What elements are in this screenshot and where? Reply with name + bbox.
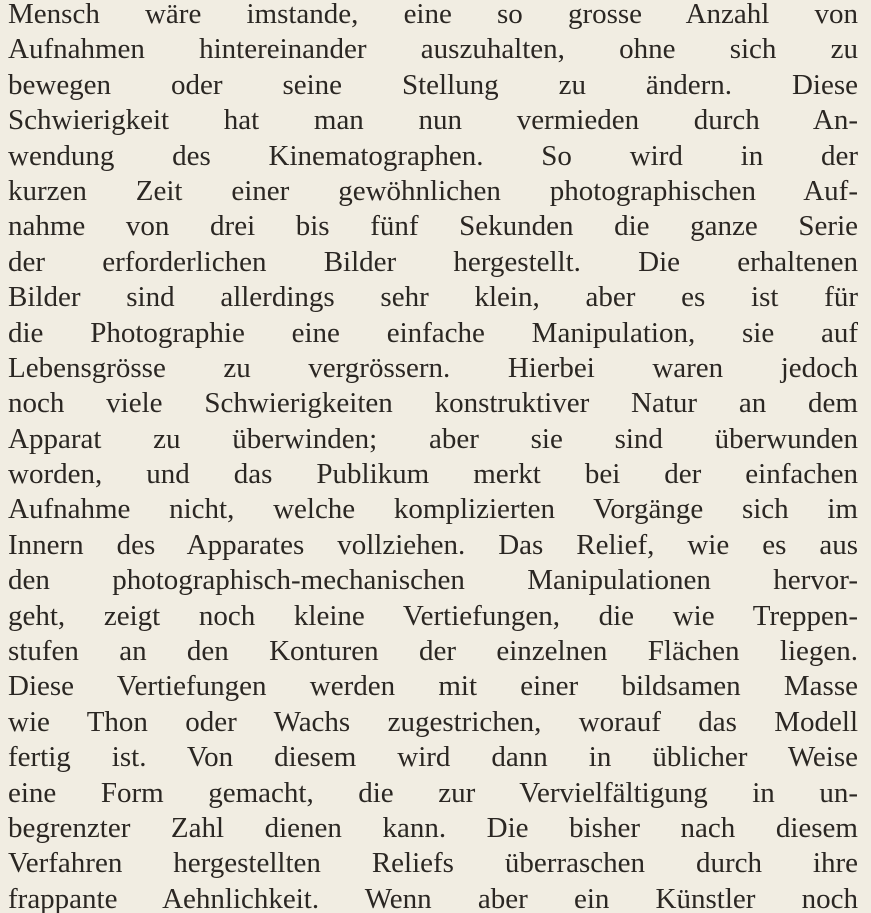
- text-line: fertig ist. Von diesem wird dann in üblicher Weise: [8, 741, 858, 774]
- text-line: Diese Vertiefungen werden mit einer bildsamen Masse: [8, 670, 858, 703]
- body-text: [8, 0, 858, 913]
- text-line: noch viele Schwierigkeiten konstruktiver Natur an dem: [8, 387, 858, 420]
- text-line: stufen an den Konturen der einzelnen Flächen liegen.: [8, 635, 858, 668]
- text-line: Bilder sind allerdings sehr klein, aber es ist für: [8, 281, 858, 314]
- text-line: Innern des Apparates vollziehen. Das Relief, wie es aus: [8, 528, 858, 561]
- text-line: Apparat zu überwinden; aber sie sind überwunden: [8, 422, 858, 455]
- text-line: die Photographie eine einfache Manipulation, sie auf: [8, 316, 858, 349]
- text-line: eine Form gemacht, die zur Vervielfältigung in un-: [8, 776, 858, 809]
- text-line: bewegen oder seine Stellung zu ändern. Diese: [8, 68, 858, 101]
- text-line: begrenzter Zahl dienen kann. Die bisher nach diesem: [8, 811, 858, 844]
- text-line: Mensch wäre imstande, eine so grosse Anzahl von: [8, 0, 858, 30]
- text-line: geht, zeigt noch kleine Vertiefungen, die wie Treppen-: [8, 599, 858, 632]
- text-line: wendung des Kinematographen. So wird in der: [8, 139, 858, 172]
- text-line: wie Thon oder Wachs zugestrichen, worauf das Modell: [8, 705, 858, 738]
- text-line: Aufnahmen hintereinander auszuhalten, ohne sich zu: [8, 33, 858, 66]
- text-line: den photographisch-mechanischen Manipulationen hervor-: [8, 564, 858, 597]
- text-line: frappante Aehnlichkeit. Wenn aber ein Künstler noch: [8, 882, 858, 913]
- text-line: kurzen Zeit einer gewöhnlichen photographischen Auf-: [8, 174, 858, 207]
- text-line: Verfahren hergestellten Reliefs überraschen durch ihre: [8, 847, 858, 880]
- text-line: nahme von drei bis fünf Sekunden die ganze Serie: [8, 210, 858, 243]
- text-line: Schwierigkeit hat man nun vermieden durch An-: [8, 104, 858, 137]
- text-line: der erforderlichen Bilder hergestellt. Die erhaltenen: [8, 245, 858, 278]
- text-line: Aufnahme nicht, welche komplizierten Vorgänge sich im: [8, 493, 858, 526]
- text-line: Lebensgrösse zu vergrössern. Hierbei waren jedoch: [8, 351, 858, 384]
- text-line: worden, und das Publikum merkt bei der einfachen: [8, 458, 858, 491]
